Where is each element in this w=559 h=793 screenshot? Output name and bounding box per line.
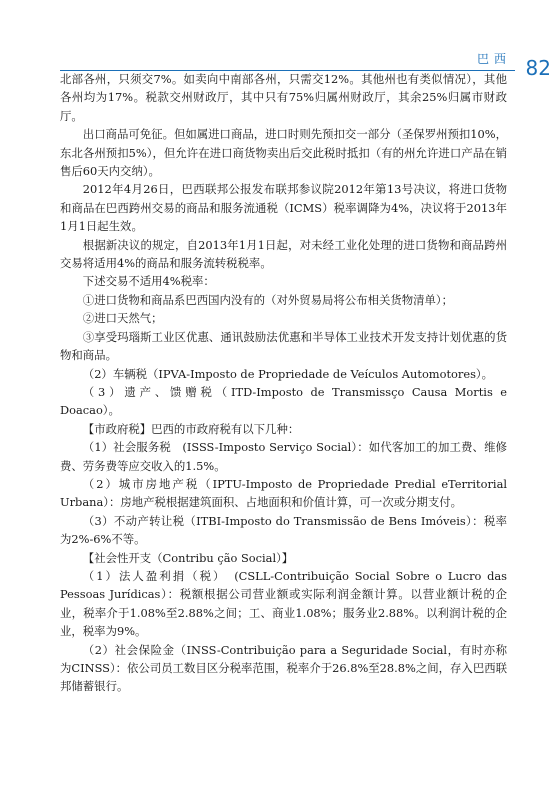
paragraph: 根据新决议的规定，自2013年1月1日起，对未经工业化处理的进口货物和商品跨州交易将适用4%的商品和服务流转税税率。 [60,237,507,271]
list-item: ③享受玛瑙斯工业区优惠、通讯鼓励法优惠和半导体工业技术开发支持计划优惠的货物和商品。 [60,329,507,363]
paragraph: （2）车辆税（IPVA-Imposto de Propriedade de Veículos Automotores）。 [82,366,494,381]
paragraph: 出口商品可免征。但如属进口商品，进口时则先预扣交一部分（圣保罗州预扣10%，东北各州预扣5%），但允许在进口商货物卖出后交此税时抵扣（有的州允许进口产品在销售后60天内交纳）。 [60,127,507,179]
paragraph: 2012年4月26日，巴西联邦公报发布联邦参议院2012年第13号决议，将进口货物和商品在巴西跨州交易的商品和服务流通税（ICMS）税率调降为4%，决议将于2013年1月1日起生效。 [60,182,507,234]
body-text [60,70,507,696]
paragraph: （3）不动产转让税（ITBI-Imposto do Transmissão de Bens Imóveis）：税率为2%-6%不等。 [60,513,507,547]
paragraph: （2）社会保险金（INSS-Contribuição para a Seguridade Social，有时亦称为CINSS）：依公司员工数目区分税率范围，税率介于26.8%至28.8%之间，存入巴西联邦储蓄银行。 [60,642,507,694]
list-item: ②进口天然气； [82,311,163,326]
paragraph: （3）遗产、馈赠税（ITD-Imposto de Transmissço Causa Mortis e Doacao）。 [60,384,507,418]
paragraph-continuation: 北部各州，只须交7%。如卖向中南部各州，只需交12%。其他州也有类似情况），其他各州均为17%。税款交州财政厅，其中只有75%归属州财政厅，其余25%归属市财政厅。 [60,72,507,123]
paragraph: （1）社会服务税 (ISSS-Imposto Serviço Social）：如代客加工的加工费、维修费、劳务费等应交收入的1.5%。 [60,440,507,473]
running-head: 巴西 [476,52,511,66]
section-heading: 【社会性开支（Contribu ção Social）】 [82,550,294,565]
paragraph: 下述交易不适用4%税率： [82,274,215,289]
list-item: ①进口货物和商品系巴西国内没有的（对外贸易局将公布相关货物清单）； [82,292,453,307]
page-number: 82 [525,56,551,80]
paragraph: （2）城市房地产税（IPTU-Imposto de Propriedade Predial eTerritorial Urbana）：房地产税根据建筑面积、占地面积和价值计算，可一次或分期支付。 [60,476,507,510]
paragraph: （1）法人盈利捐（税） (CSLL-Contribuição Social Sobre o Lucro das Pessoas Jurídicas）：税额根据公司营业额或实际利润金额计算。以营业额计税的企业，税率介于1.08%至2.88%之间；工、商业1.08%；服务业2.88%。以利润计税的企业，税率为9%。 [60,568,507,639]
section-heading: 【市政府税】巴西的市政府税有以下几种： [82,421,300,436]
